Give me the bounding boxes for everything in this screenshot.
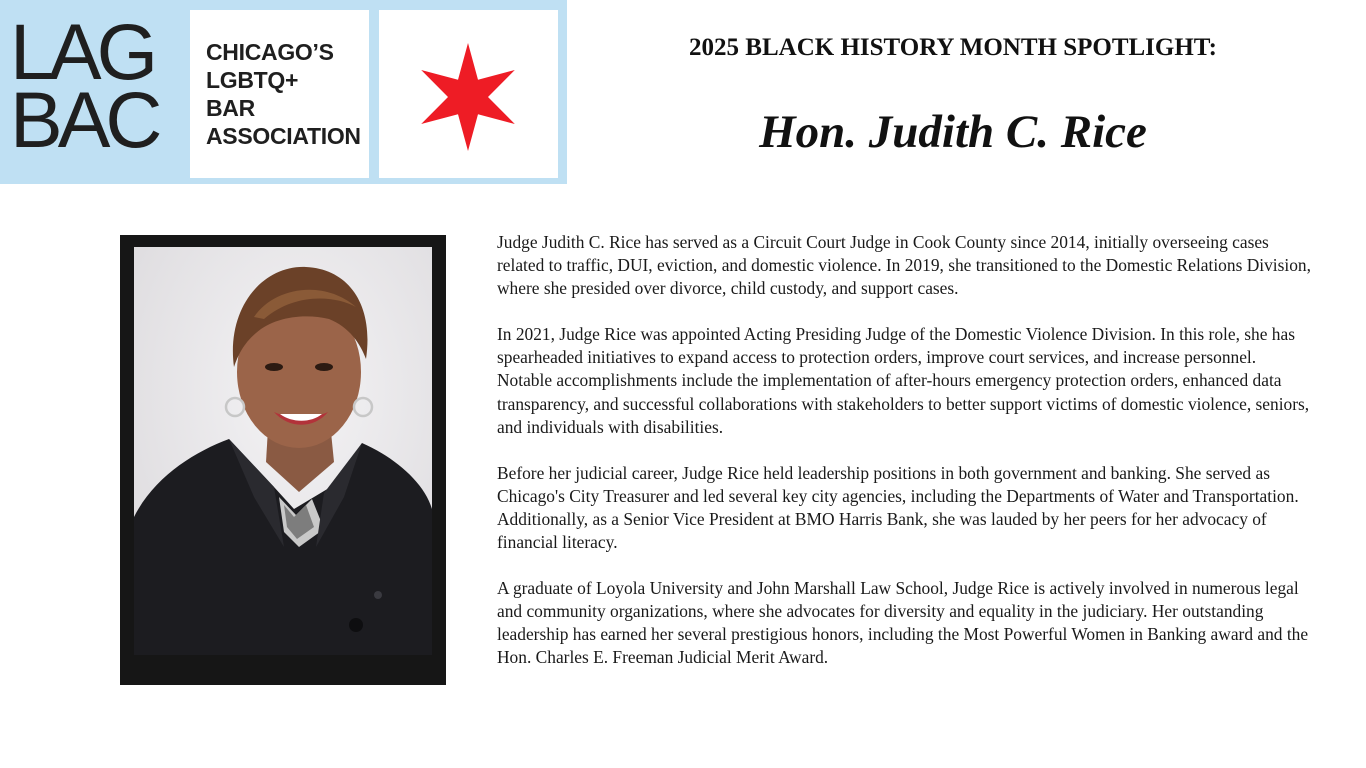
wordmark-line-lag: LAG	[10, 7, 154, 96]
biography	[497, 231, 1315, 670]
bio-paragraph: Before her judicial career, Judge Rice held leadership positions in both government and banking. She served as Chicago's City Treasurer and led several key city agencies, including the Departments of Water and Transportation. Additionally, as a Senior Vice President at BMO Harris Bank, she was lauded by her peers for her advocacy of financial literacy.	[497, 462, 1299, 553]
logo-caption-line: CHICAGO’S	[206, 39, 334, 65]
bio-paragraph: Judge Judith C. Rice has served as a Circuit Court Judge in Cook County since 2014, initially overseeing cases related to traffic, DUI, eviction, and domestic violence. In 2019, she transitioned to the Domestic Relations Division, where she presided over divorce, child custody, and support cases.	[497, 232, 1311, 299]
logo-star-box	[379, 10, 558, 178]
lagbac-wordmark	[10, 7, 180, 164]
portrait-illustration	[134, 247, 432, 655]
honoree-name: Hon. Judith C. Rice	[759, 106, 1147, 158]
wordmark-line-bac: BAC	[10, 75, 158, 164]
portrait-frame	[120, 235, 446, 685]
chicago-six-point-star-icon	[416, 41, 520, 153]
logo-caption-line: BAR	[206, 95, 255, 121]
spotlight-kicker: 2025 BLACK HISTORY MONTH SPOTLIGHT:	[689, 34, 1217, 61]
lagbac-logo-banner	[0, 0, 567, 184]
logo-caption-line: ASSOCIATION	[206, 123, 361, 149]
logo-caption-box	[190, 10, 369, 178]
portrait-photo	[134, 247, 432, 655]
bio-paragraph: In 2021, Judge Rice was appointed Acting Presiding Judge of the Domestic Violence Division. In this role, she has spearheaded initiatives to expand access to protection orders, improve court services, and increase personnel. Notable accomplishments include the implementation of after-hours emergency protection orders, enhanced data transparency, and successful collaborations with stakeholders to better support victims of domestic violence, seniors, and individuals with disabilities.	[497, 324, 1310, 437]
bio-paragraph: A graduate of Loyola University and John Marshall Law School, Judge Rice is actively involved in numerous legal and community organizations, where she advocates for diversity and equality in the judiciary. Her outstanding leadership has earned her several prestigious honors, including the Most Powerful Women in Banking award and the Hon. Charles E. Freeman Judicial Merit Award.	[497, 578, 1309, 668]
logo-caption-line: LGBTQ+	[206, 67, 299, 93]
logo-caption	[206, 38, 361, 150]
